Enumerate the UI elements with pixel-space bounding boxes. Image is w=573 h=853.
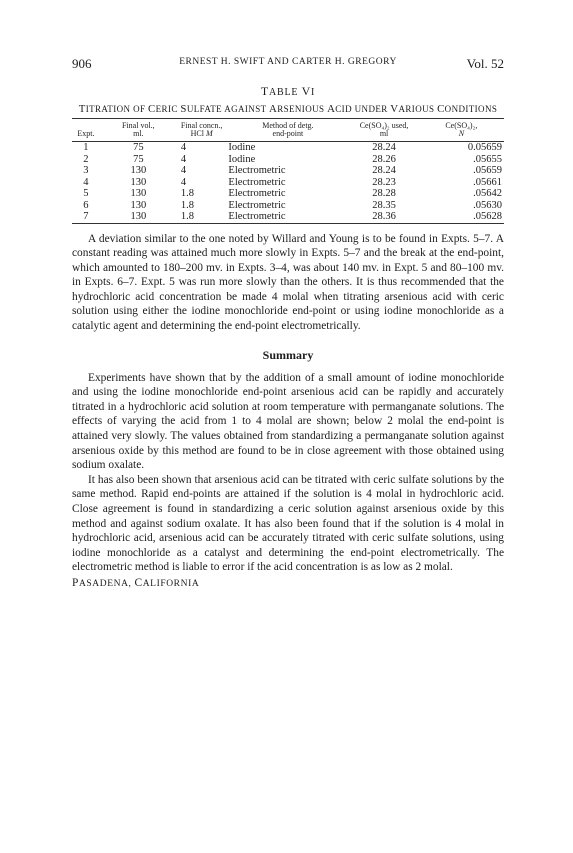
cell-ceric-used: 28.35 (372, 199, 396, 211)
cell-method: Electrometric (228, 199, 286, 211)
cell-method: Electrometric (228, 165, 286, 176)
summary-heading: Summary (262, 347, 314, 362)
paragraph-deviation: A deviation similar to the one noted by Willard and Young is to be found in Expts. 5–7. A constant reading was attained much more slowly in Expts. 5–7 and the break at the end-point, which amounted to 180–200 mv. in Expts. 3–4, was about 140 mv. in Expt. 5 and 80–100 mv. in Expts. 6–7. Expt. 5 was run more slowly than the others. It is thus recommended that the hydrochloric acid concentration be made 4 molal when titrating arsenious acid with ceric solution using either the iodine monochloride end-point or using iodine monochloride as a catalytic agent and determining the end-point electrometrically. (72, 232, 504, 333)
signoff-location: PASADENA, CALIFORNIA (72, 576, 200, 589)
cell-expt: 3 (83, 165, 89, 176)
cell-final-volume: 75 (133, 142, 144, 153)
table-title: TABLE VI (260, 84, 316, 98)
cell-ceric-used: 28.36 (372, 211, 396, 222)
table-row (72, 188, 504, 200)
cell-final-concentration: 4 (180, 153, 187, 165)
table-body (72, 142, 504, 224)
page-number: 906 (72, 56, 92, 71)
summary-paragraph-2: It has also been shown that arsenious acid can be titrated with ceric sulfate solutions by the same method. Rapid end-points are attained if the solution is 4 molal in hydrochloric acid. Close agreement is found in standardizing a ceric solution against arsenious oxide by this method and against sodium oxalate. It has also been found that if the solution is 4 molal in hydrochloric acid, arsenious acid can be accurately titrated with ceric sulfate solutions, using iodine monochloride as a catalyst and determining the end-point electrometrically. The electrometric method is liable to error if the acid concentration is as low as 2 molal. (72, 473, 504, 574)
volume-label: Vol. 52 (466, 56, 504, 71)
table-row (72, 142, 504, 154)
cell-method: Iodine (228, 142, 256, 153)
table-row (72, 165, 504, 177)
header-expt: Expt. (72, 119, 100, 142)
cell-expt: 4 (83, 176, 89, 188)
cell-method: Electrometric (228, 188, 286, 199)
journal-page (72, 56, 504, 589)
cell-ceric-used: 28.24 (372, 165, 396, 176)
cell-ceric-used: 28.28 (372, 188, 396, 199)
table-row (72, 211, 504, 223)
table-row (72, 154, 504, 166)
table-caption: TITRATION OF CERIC SULFATE AGAINST ARSENIOUS ACID UNDER VARIOUS CONDITIONS (78, 103, 498, 115)
cell-expt: 6 (83, 199, 89, 211)
cell-expt: 2 (83, 153, 89, 165)
cell-ceric-used: 28.26 (372, 153, 396, 165)
cell-ceric-normality: .05642 (473, 188, 502, 199)
header-final-volume: Final vol., ml. (100, 119, 177, 142)
cell-final-concentration: 1.8 (180, 199, 194, 211)
cell-expt: 7 (83, 211, 89, 222)
cell-expt: 5 (83, 188, 89, 199)
cell-final-concentration: 4 (180, 142, 187, 153)
body-text (72, 232, 504, 575)
cell-method: Electrometric (228, 211, 286, 222)
cell-expt: 1 (83, 142, 89, 153)
cell-final-volume: 130 (130, 165, 147, 176)
cell-ceric-normality: .05630 (473, 199, 502, 211)
cell-final-concentration: 1.8 (180, 211, 194, 222)
cell-final-volume: 130 (130, 199, 147, 211)
header-ceric-used: Ce(SO₄)₂ used, ml (349, 119, 418, 142)
cell-final-concentration: 1.8 (180, 188, 194, 199)
cell-ceric-normality: 0.05659 (467, 142, 502, 153)
summary-paragraph-1: Experiments have shown that by the addition of a small amount of iodine monochloride and using the iodine monochloride end-point arsenious acid can be rapidly and accurately titrated in a hydrochloric acid solution at room temperature with permanganate solutions. The effects of varying the acid from 1 to 4 molal are shown; below 2 molal the end-point is attained very slowly. The values obtained from standardizing a permanganate solution against arsenious oxide by this method are found to be in close agreement with those obtained using sodium oxalate. (72, 371, 504, 472)
cell-method: Electrometric (228, 176, 286, 188)
cell-final-volume: 75 (133, 153, 144, 165)
cell-method: Iodine (228, 153, 256, 165)
header-method: Method of detg. end-point (226, 119, 349, 142)
running-head-authors: ERNEST H. SWIFT AND CARTER H. GREGORY (179, 57, 397, 67)
results-table (72, 118, 504, 224)
header-final-concentration: Final concn., HCl M (177, 119, 227, 142)
cell-ceric-normality: .05628 (473, 211, 502, 222)
cell-ceric-normality: .05655 (473, 153, 502, 165)
cell-final-volume: 130 (130, 211, 147, 222)
header-ceric-normality: Ce(SO₄)₂, N (419, 119, 504, 142)
cell-ceric-used: 28.23 (372, 176, 396, 188)
table-row (72, 200, 504, 212)
cell-ceric-used: 28.24 (372, 142, 396, 153)
cell-ceric-normality: .05661 (473, 176, 502, 188)
cell-final-volume: 130 (130, 188, 147, 199)
cell-final-volume: 130 (130, 176, 147, 188)
cell-final-concentration: 4 (180, 165, 187, 176)
table-row (72, 177, 504, 189)
cell-final-concentration: 4 (180, 176, 187, 188)
running-head (72, 56, 504, 78)
table-header-row (72, 119, 504, 142)
cell-ceric-normality: .05659 (473, 165, 502, 176)
